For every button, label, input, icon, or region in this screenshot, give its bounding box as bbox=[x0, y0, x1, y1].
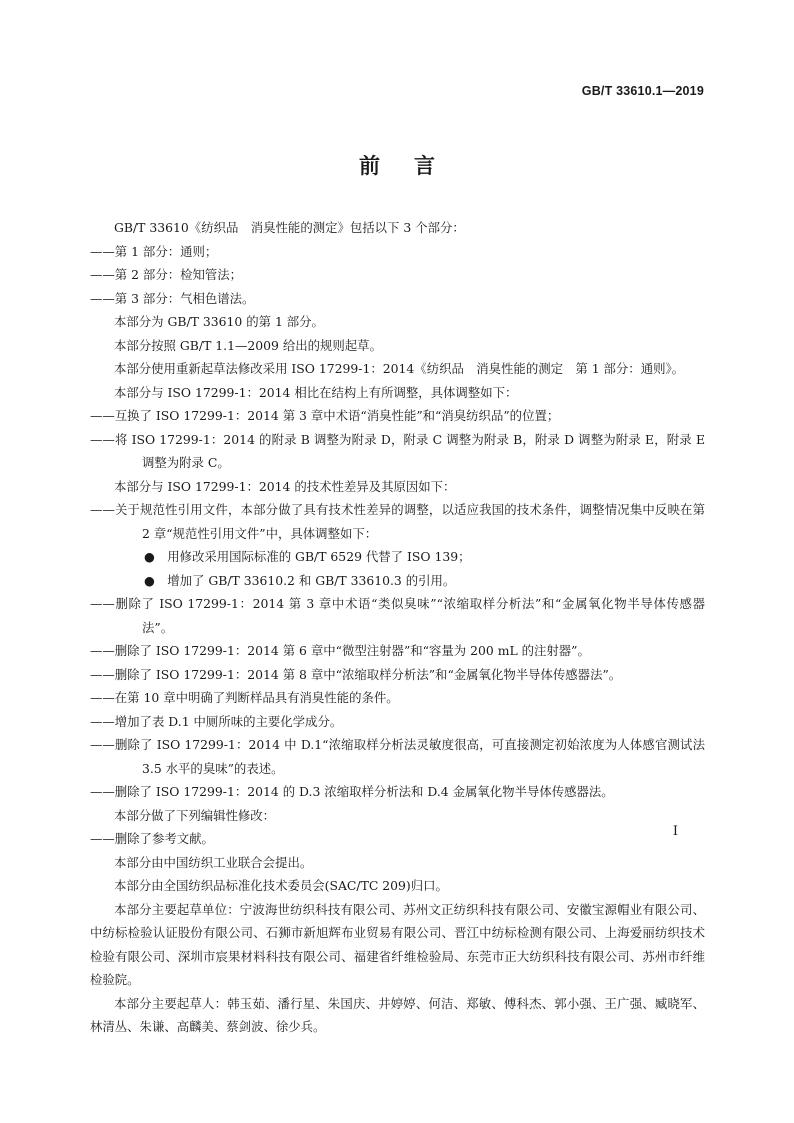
dash-item: ——删除了 ISO 17299-1：2014 的 D.3 浓缩取样分析法和 D.4 金属氧化物半导体传感器法。 bbox=[90, 784, 614, 799]
bullet-item: ● 用修改采用国际标准的 GB/T 6529 代替了 ISO 139； bbox=[144, 549, 471, 564]
dash-item: ——删除了参考文献。 bbox=[90, 831, 214, 846]
dash-item: ——第 2 部分：检知管法； bbox=[90, 267, 243, 282]
dash-item: ——第 1 部分：通则； bbox=[90, 243, 218, 259]
paragraph: 本部分使用重新起草法修改采用 ISO 17299-1：2014《纺织品 消臭性能的测定 第 1 部分：通则》。 bbox=[114, 361, 685, 376]
paragraph: 本部分主要起草单位：宁波海世纺织科技有限公司、苏州文正纺织科技有限公司、安徽宝源帽业有限公司、中纺标检验认证股份有限公司、石狮市新旭辉布业贸易有限公司、晋江中纺标检测有限公司、上海爱丽纺织技术检验有限公司、深圳市宸果材料科技有限公司、福建省纤维检验局、东莞市正大纺织科技有限公司、苏州市纤维检验院。 bbox=[90, 901, 705, 987]
paragraph: 本部分做了下列编辑性修改： bbox=[114, 807, 276, 823]
paragraph: 本部分由全国纺织品标准化技术委员会(SAC/TC 209)归口。 bbox=[114, 878, 448, 893]
paragraph: GB/T 33610《纺织品 消臭性能的测定》包括以下 3 个部分： bbox=[114, 220, 465, 235]
dash-item: ——互换了 ISO 17299-1：2014 第 3 章中术语“消臭性能”和“消臭纺织品”的位置； bbox=[90, 408, 560, 423]
paragraph: 本部分按照 GB/T 1.1—2009 给出的规则起草。 bbox=[114, 337, 382, 353]
dash-item: ——关于规范性引用文件，本部分做了具有技术性差异的调整，以适应我国的技术条件，调整情况集中反映在第 2 章“规范性引用文件”中，具体调整如下： bbox=[90, 502, 705, 541]
dash-item: ——增加了表 D.1 中厕所味的主要化学成分。 bbox=[90, 713, 343, 729]
paragraph: 本部分与 ISO 17299-1：2014 相比在结构上有所调整，具体调整如下： bbox=[114, 384, 518, 400]
foreword-body bbox=[90, 216, 705, 1039]
paragraph: 本部分由中国纺织工业联合会提出。 bbox=[114, 854, 313, 870]
dash-item: ——在第 10 章中明确了判断样品具有消臭性能的条件。 bbox=[90, 690, 399, 705]
standard-number: GB/T 33610.1—2019 bbox=[581, 84, 704, 98]
bullet-item: ● 增加了 GB/T 33610.2 和 GB/T 33610.3 的引用。 bbox=[144, 572, 456, 588]
page-title: 前言 bbox=[359, 153, 469, 178]
dash-item: ——将 ISO 17299-1：2014 的附录 B 调整为附录 D，附录 C 调整为附录 B，附录 D 调整为附录 E，附录 E 调整为附录 C。 bbox=[90, 431, 705, 470]
dash-item: ——第 3 部分：气相色谱法。 bbox=[90, 290, 255, 306]
dash-item: ——删除了 ISO 17299-1：2014 第 3 章中术语“类似臭味”“浓缩取样分析法”和“金属氧化物半导体传感器法”。 bbox=[90, 596, 705, 635]
paragraph: 本部分与 ISO 17299-1：2014 的技术性差异及其原因如下： bbox=[114, 478, 456, 494]
paragraph: 本部分为 GB/T 33610 的第 1 部分。 bbox=[114, 314, 324, 329]
dash-item: ——删除了 ISO 17299-1：2014 第 8 章中“浓缩取样分析法”和“金属氧化物半导体传感器法”。 bbox=[90, 666, 622, 682]
dash-item: ——删除了 ISO 17299-1：2014 第 6 章中“微型注射器”和“容量为 200 mL 的注射器”。 bbox=[90, 643, 590, 658]
paragraph: 本部分主要起草人：韩玉茹、潘行星、朱国庆、井婷婷、何洁、郑敏、傅科杰、郭小强、王广强、臧晓军、林清丛、朱谦、高麟美、蔡剑波、徐少兵。 bbox=[90, 995, 705, 1034]
page-number: I bbox=[672, 824, 678, 839]
dash-item: ——删除了 ISO 17299-1：2014 中 D.1“浓缩取样分析法灵敏度很高，可直接测定初始浓度为人体感官测试法 3.5 水平的臭味”的表述。 bbox=[90, 737, 705, 776]
